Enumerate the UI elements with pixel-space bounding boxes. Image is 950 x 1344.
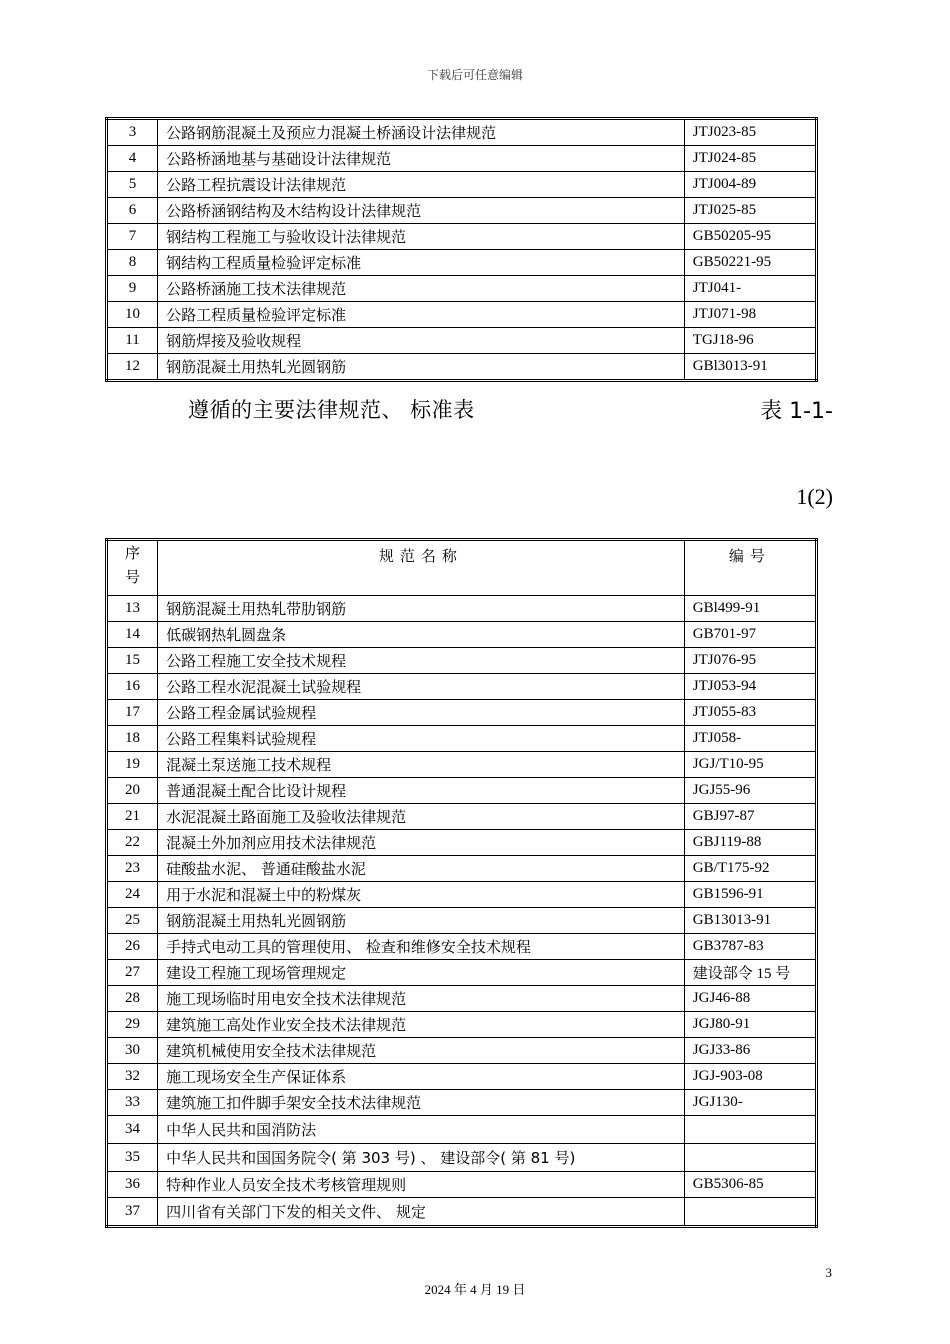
row-number: 34	[107, 1116, 158, 1144]
header-seq	[107, 540, 158, 596]
row-number: 36	[107, 1172, 158, 1198]
row-number: 16	[107, 674, 158, 700]
table-row	[107, 726, 817, 752]
row-number: 30	[107, 1038, 158, 1064]
row-standard-name: 特种作业人员安全技术考核管理规则	[158, 1172, 685, 1198]
row-standard-code: GB701-97	[684, 622, 816, 648]
row-standard-name: 公路桥涵地基与基础设计法律规范	[158, 146, 685, 172]
table-row	[107, 276, 817, 302]
row-standard-code: JGJ46-88	[684, 986, 816, 1012]
table-row	[107, 328, 817, 354]
row-standard-name: 公路工程水泥混凝土试验规程	[158, 674, 685, 700]
row-standard-code: 建设部令 15 号	[684, 960, 816, 986]
row-standard-code: JTJ058-	[684, 726, 816, 752]
standards-table-part2	[105, 538, 818, 1228]
table-row	[107, 882, 817, 908]
row-standard-code: GBl499-91	[684, 596, 816, 622]
row-standard-name: 建筑机械使用安全技术法律规范	[158, 1038, 685, 1064]
table-row	[107, 172, 817, 198]
table-row	[107, 354, 817, 381]
table-row	[107, 778, 817, 804]
row-standard-code	[684, 1116, 816, 1144]
table-row	[107, 119, 817, 146]
table-row	[107, 700, 817, 726]
row-standard-code: GB1596-91	[684, 882, 816, 908]
row-number: 18	[107, 726, 158, 752]
row-number: 19	[107, 752, 158, 778]
row-standard-name: 公路钢筋混凝土及预应力混凝土桥涵设计法律规范	[158, 119, 685, 146]
row-number: 8	[107, 250, 158, 276]
table-row	[107, 1012, 817, 1038]
table-row	[107, 1038, 817, 1064]
header-name: 规范名称	[158, 540, 685, 596]
row-number: 10	[107, 302, 158, 328]
row-standard-code	[684, 1144, 816, 1172]
table-row	[107, 622, 817, 648]
table-row	[107, 1144, 817, 1172]
header-code: 编号	[684, 540, 816, 596]
row-number: 15	[107, 648, 158, 674]
table-row	[107, 250, 817, 276]
row-standard-code: JGJ33-86	[684, 1038, 816, 1064]
header-seq-line1: 序	[125, 544, 141, 562]
row-number: 25	[107, 908, 158, 934]
row-standard-code: GB5306-85	[684, 1172, 816, 1198]
row-number: 7	[107, 224, 158, 250]
header-seq-line2: 号	[125, 568, 141, 586]
table-row	[107, 934, 817, 960]
table-row	[107, 1198, 817, 1227]
table-row	[107, 302, 817, 328]
page-header: 下载后可任意编辑	[426, 68, 523, 82]
table-row	[107, 1172, 817, 1198]
table-row	[107, 830, 817, 856]
row-standard-code: JGJ-903-08	[684, 1064, 816, 1090]
table-row	[107, 856, 817, 882]
row-standard-name: 钢筋焊接及验收规程	[158, 328, 685, 354]
row-standard-name: 混凝土外加剂应用技术法律规范	[158, 830, 685, 856]
row-number: 13	[107, 596, 158, 622]
row-standard-name: 公路工程施工安全技术规程	[158, 648, 685, 674]
row-standard-name: 中华人民共和国消防法	[158, 1116, 685, 1144]
row-number: 24	[107, 882, 158, 908]
row-number: 6	[107, 198, 158, 224]
row-number: 32	[107, 1064, 158, 1090]
table-caption-label: 表 1-1-	[760, 399, 833, 424]
row-number: 27	[107, 960, 158, 986]
table-row	[107, 648, 817, 674]
standards-table-part1	[105, 117, 818, 382]
table-caption-label-continued: 1(2)	[796, 484, 833, 509]
row-standard-code: JGJ/T10-95	[684, 752, 816, 778]
table-row	[107, 224, 817, 250]
table-header-row	[107, 540, 817, 596]
table-row	[107, 908, 817, 934]
row-standard-name: 公路工程集料试验规程	[158, 726, 685, 752]
row-number: 33	[107, 1090, 158, 1116]
row-standard-code: JGJ130-	[684, 1090, 816, 1116]
row-standard-name: 低碳钢热轧圆盘条	[158, 622, 685, 648]
row-standard-name: 钢结构工程质量检验评定标准	[158, 250, 685, 276]
row-standard-code	[684, 1198, 816, 1227]
table-row	[107, 674, 817, 700]
row-standard-code: GBJ119-88	[684, 830, 816, 856]
row-number: 29	[107, 1012, 158, 1038]
row-standard-name: 混凝土泵送施工技术规程	[158, 752, 685, 778]
row-number: 5	[107, 172, 158, 198]
row-standard-code: GB/T175-92	[684, 856, 816, 882]
row-standard-name: 公路桥涵钢结构及木结构设计法律规范	[158, 198, 685, 224]
row-standard-code: JTJ076-95	[684, 648, 816, 674]
row-number: 26	[107, 934, 158, 960]
row-standard-code: JTJ041-	[684, 276, 816, 302]
row-standard-code: JGJ55-96	[684, 778, 816, 804]
row-standard-code: GBJ97-87	[684, 804, 816, 830]
row-number: 23	[107, 856, 158, 882]
table-row	[107, 752, 817, 778]
row-standard-name: 公路工程抗震设计法律规范	[158, 172, 685, 198]
row-number: 20	[107, 778, 158, 804]
row-number: 22	[107, 830, 158, 856]
row-standard-name: 建设工程施工现场管理规定	[158, 960, 685, 986]
row-standard-code: JTJ023-85	[684, 119, 816, 146]
row-standard-code: GB3787-83	[684, 934, 816, 960]
row-standard-code: JTJ025-85	[684, 198, 816, 224]
row-standard-name: 建筑施工高处作业安全技术法律规范	[158, 1012, 685, 1038]
row-standard-name: 施工现场安全生产保证体系	[158, 1064, 685, 1090]
row-number: 28	[107, 986, 158, 1012]
table-row	[107, 198, 817, 224]
row-standard-name: 钢筋混凝土用热轧光圆钢筋	[158, 354, 685, 381]
page-number: 3	[825, 1265, 832, 1280]
table-row	[107, 596, 817, 622]
row-standard-name: 中华人民共和国国务院令( 第 303 号) 、 建设部令( 第 81 号)	[158, 1144, 685, 1172]
row-number: 9	[107, 276, 158, 302]
row-standard-code: JTJ024-85	[684, 146, 816, 172]
row-number: 37	[107, 1198, 158, 1227]
row-standard-name: 硅酸盐水泥、 普通硅酸盐水泥	[158, 856, 685, 882]
row-standard-code: GB13013-91	[684, 908, 816, 934]
row-standard-name: 钢筋混凝土用热轧光圆钢筋	[158, 908, 685, 934]
row-standard-code: GB50205-95	[684, 224, 816, 250]
row-standard-name: 施工现场临时用电安全技术法律规范	[158, 986, 685, 1012]
row-number: 11	[107, 328, 158, 354]
table-row	[107, 804, 817, 830]
row-standard-code: JTJ004-89	[684, 172, 816, 198]
row-number: 12	[107, 354, 158, 381]
footer-date: 2024 年 4 月 19 日	[424, 1282, 526, 1297]
row-number: 4	[107, 146, 158, 172]
row-standard-code: GBl3013-91	[684, 354, 816, 381]
table-row	[107, 1090, 817, 1116]
row-number: 14	[107, 622, 158, 648]
row-standard-name: 钢结构工程施工与验收设计法律规范	[158, 224, 685, 250]
table-row	[107, 1064, 817, 1090]
row-standard-code: JTJ071-98	[684, 302, 816, 328]
row-number: 3	[107, 119, 158, 146]
row-standard-name: 普通混凝土配合比设计规程	[158, 778, 685, 804]
table-row	[107, 1116, 817, 1144]
table-row	[107, 146, 817, 172]
row-standard-name: 建筑施工扣件脚手架安全技术法律规范	[158, 1090, 685, 1116]
table-caption-title: 遵循的主要法律规范、 标准表	[188, 398, 475, 422]
row-number: 17	[107, 700, 158, 726]
row-standard-name: 手持式电动工具的管理使用、 检查和维修安全技术规程	[158, 934, 685, 960]
row-standard-name: 公路工程金属试验规程	[158, 700, 685, 726]
row-standard-code: TGJ18-96	[684, 328, 816, 354]
row-standard-name: 钢筋混凝土用热轧带肋钢筋	[158, 596, 685, 622]
row-number: 21	[107, 804, 158, 830]
row-standard-name: 公路工程质量检验评定标准	[158, 302, 685, 328]
row-standard-name: 公路桥涵施工技术法律规范	[158, 276, 685, 302]
row-standard-name: 水泥混凝土路面施工及验收法律规范	[158, 804, 685, 830]
row-standard-name: 四川省有关部门下发的相关文件、 规定	[158, 1198, 685, 1227]
row-standard-code: JTJ055-83	[684, 700, 816, 726]
row-standard-code: JTJ053-94	[684, 674, 816, 700]
row-number: 35	[107, 1144, 158, 1172]
row-standard-code: JGJ80-91	[684, 1012, 816, 1038]
table-row	[107, 960, 817, 986]
row-standard-code: GB50221-95	[684, 250, 816, 276]
table-row	[107, 986, 817, 1012]
row-standard-name: 用于水泥和混凝土中的粉煤灰	[158, 882, 685, 908]
